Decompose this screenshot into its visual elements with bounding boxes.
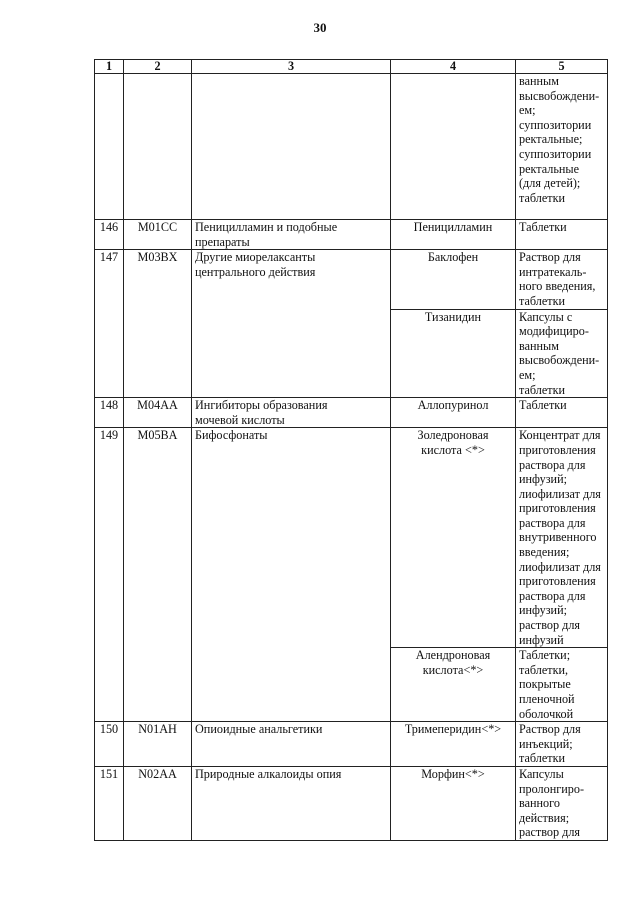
drug-name: Баклофен (391, 250, 516, 309)
drug-name: Пеницилламин (391, 220, 516, 250)
drug-name: Морфин<*> (391, 766, 516, 840)
row-number: 146 (95, 220, 124, 250)
column-header: 4 (391, 60, 516, 74)
table-row (95, 722, 608, 767)
column-header: 5 (516, 60, 608, 74)
row-number: 149 (95, 428, 124, 722)
drug-name: Тримеперидин<*> (391, 722, 516, 767)
table-row (95, 428, 608, 648)
dosage-form-cell: Капсулы с модифициро- ванным высвобождени- ем; таблетки (516, 309, 608, 398)
atc-code: M04AA (124, 398, 192, 428)
drug-name: Золедроновая кислота <*> (391, 428, 516, 648)
row-number: 147 (95, 250, 124, 398)
drug-name: Алендроновая кислота<*> (391, 648, 516, 722)
drug-group: Опиоидные анальгетики (192, 722, 391, 767)
atc-code: M05BA (124, 428, 192, 722)
row-number: 150 (95, 722, 124, 767)
column-header: 1 (95, 60, 124, 74)
drug-group: Бифосфонаты (192, 428, 391, 722)
atc-code: M03BX (124, 250, 192, 398)
table-row (95, 250, 608, 309)
atc-code: M01CC (124, 220, 192, 250)
empty-cell (95, 74, 124, 220)
continuation-row (95, 74, 608, 220)
atc-code: N02AA (124, 766, 192, 840)
drug-group: Природные алкалоиды опия (192, 766, 391, 840)
drug-group: Ингибиторы образования мочевой кислоты (192, 398, 391, 428)
row-number: 151 (95, 766, 124, 840)
column-header: 2 (124, 60, 192, 74)
dosage-form-cell: Таблетки (516, 398, 608, 428)
column-header: 3 (192, 60, 391, 74)
dosage-form-cell: Таблетки (516, 220, 608, 250)
dosage-form-cell: Капсулы пролонгиро- ванного действия; раствор для (516, 766, 608, 840)
row-number: 148 (95, 398, 124, 428)
dosage-form-cell: Раствор для инъекций; таблетки (516, 722, 608, 767)
table-row (95, 220, 608, 250)
table-row (95, 766, 608, 840)
drug-name: Тизанидин (391, 309, 516, 398)
empty-cell (192, 74, 391, 220)
dosage-form-cell: ванным высвобождени- ем; суппозитории ректальные; суппозитории ректальные (для детей); таблетки (516, 74, 608, 220)
drug-list-table (94, 59, 608, 841)
empty-cell (391, 74, 516, 220)
dosage-form-cell: Раствор для интратекаль- ного введения, таблетки (516, 250, 608, 309)
drug-group: Другие миорелаксанты центрального действия (192, 250, 391, 398)
empty-cell (124, 74, 192, 220)
atc-code: N01AH (124, 722, 192, 767)
drug-name: Аллопуринол (391, 398, 516, 428)
drug-group: Пеницилламин и подобные препараты (192, 220, 391, 250)
dosage-form-cell: Концентрат для приготовления раствора для инфузий; лиофилизат для приготовления раствора для внутривенного введения; лиофилизат для приготовления раствора для инфузий; раствор для инфузий (516, 428, 608, 648)
table-row (95, 398, 608, 428)
page-number: 30 (313, 20, 327, 35)
table-header-row (95, 60, 608, 74)
dosage-form-cell: Таблетки; таблетки, покрытые пленочной оболочкой (516, 648, 608, 722)
